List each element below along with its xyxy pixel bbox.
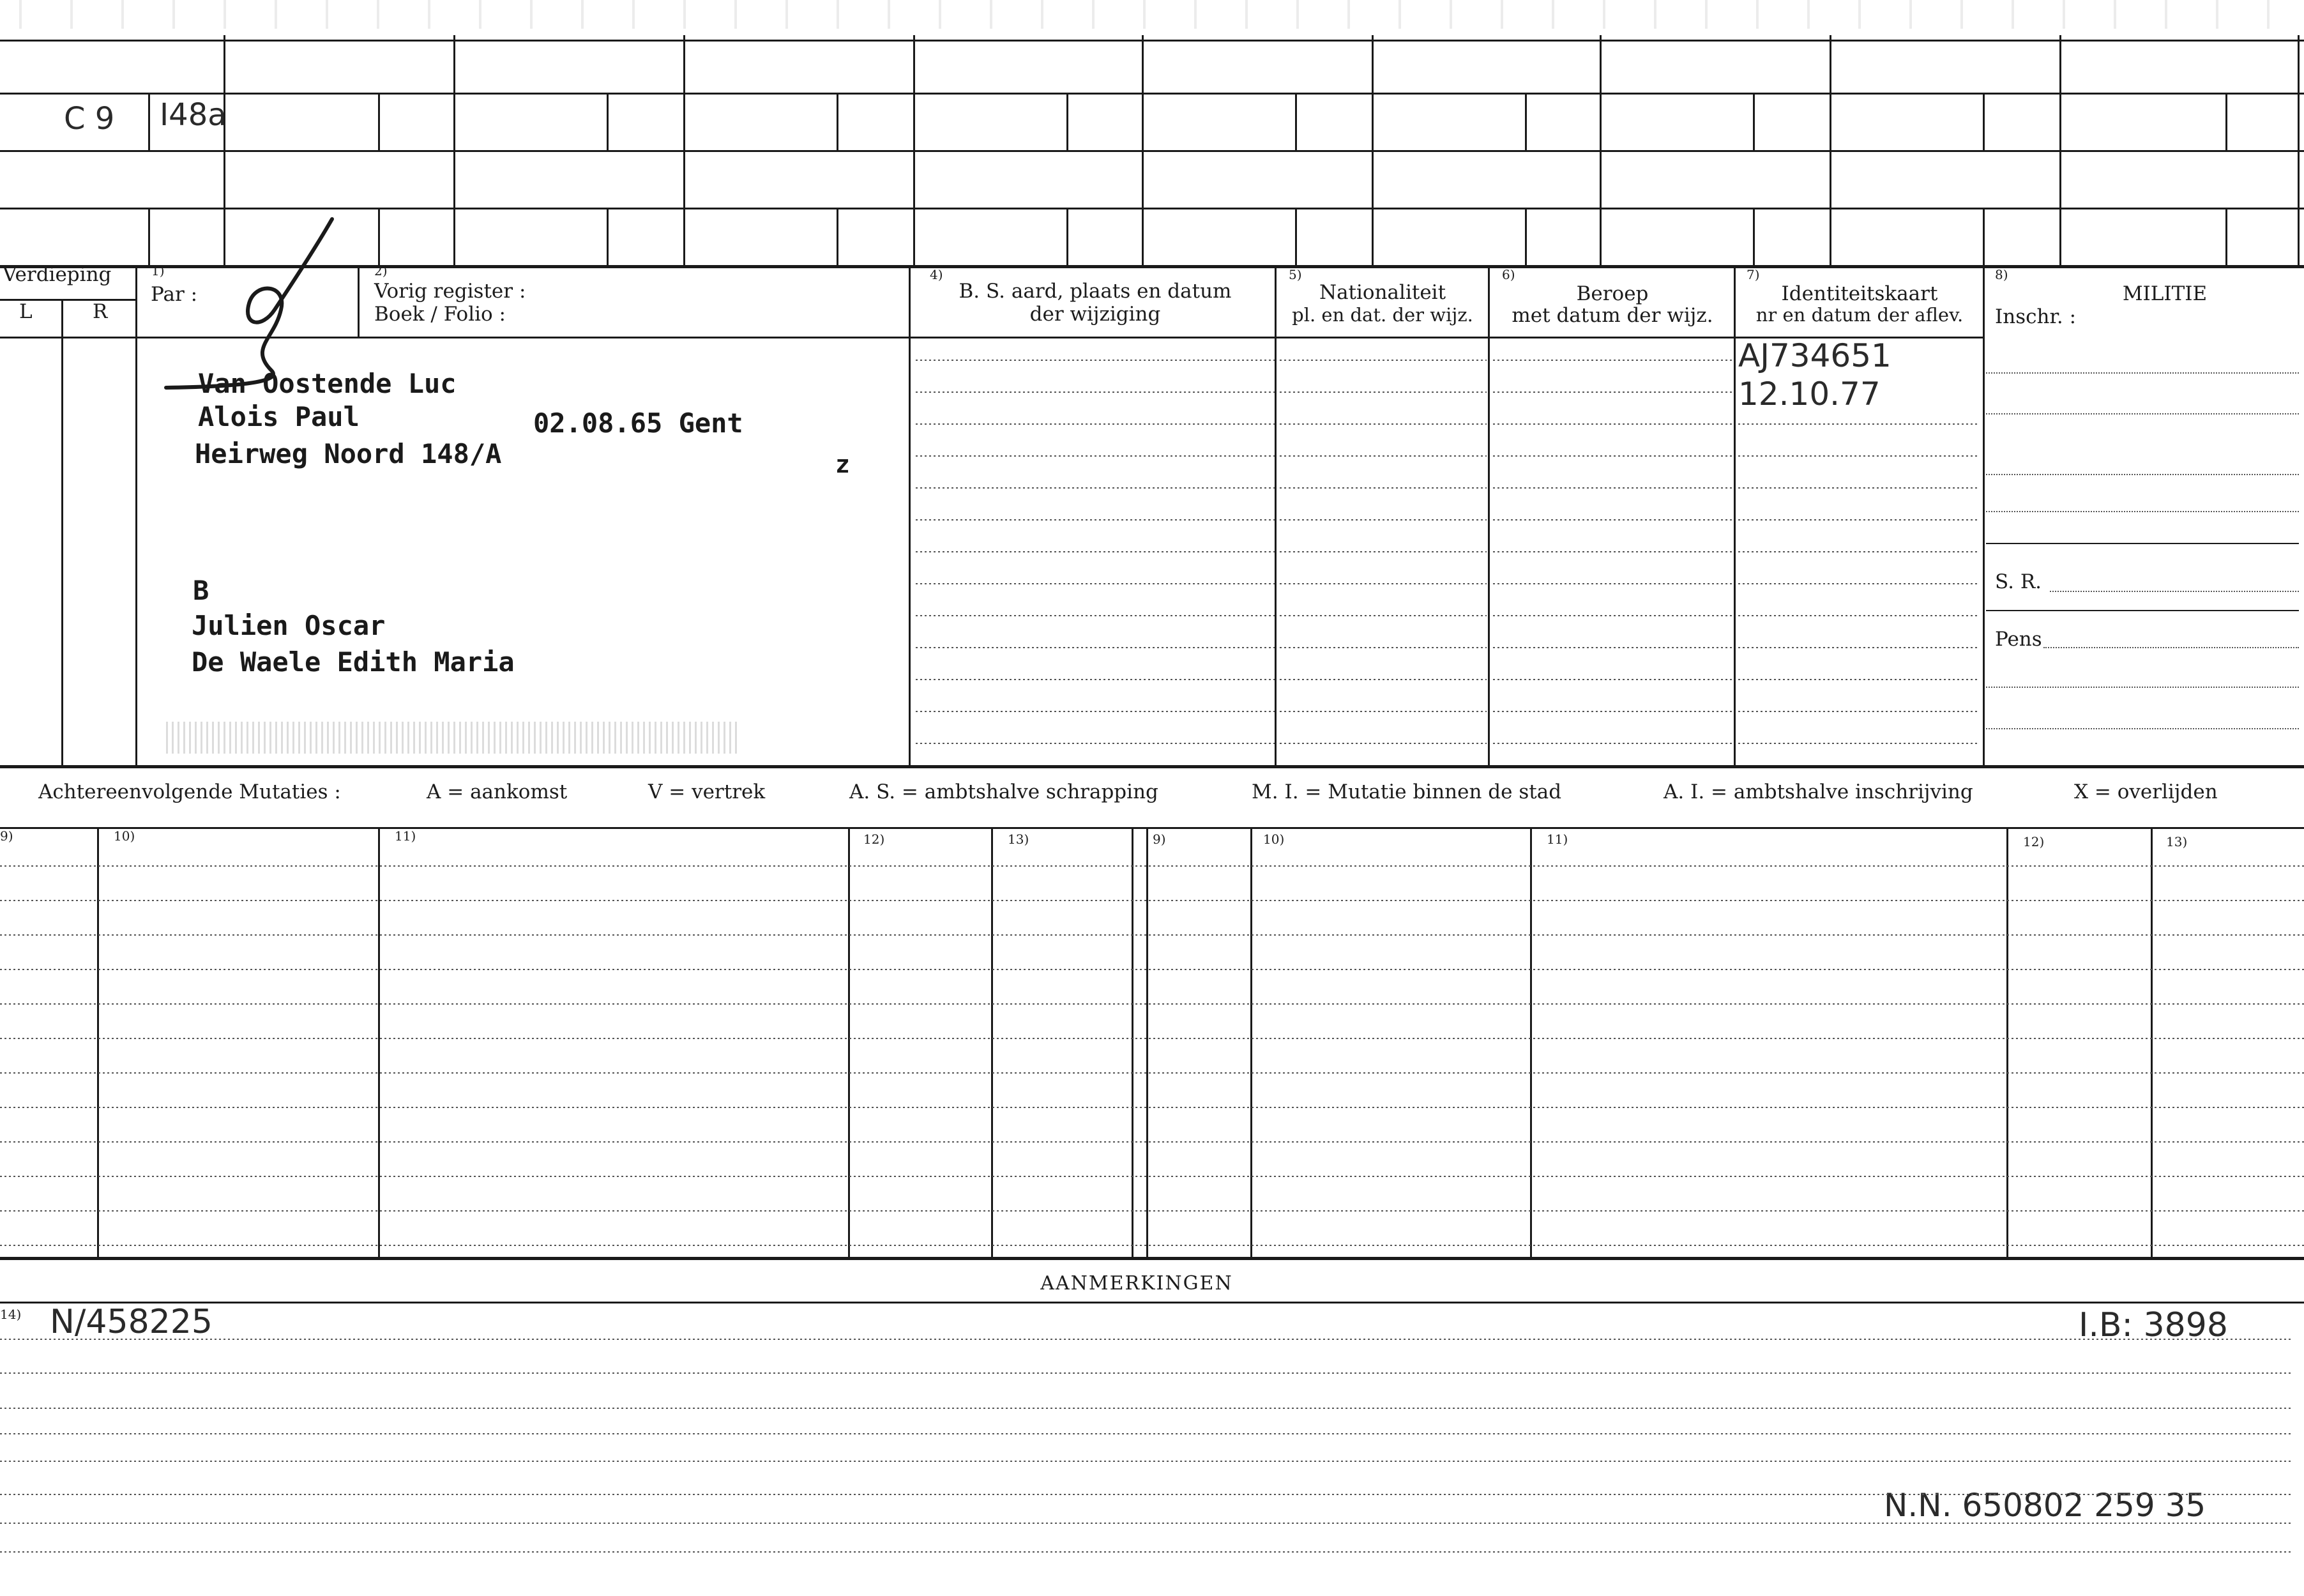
remarks-title: AANMERKINGEN: [1040, 1272, 1233, 1295]
remarks-ib: I.B: 3898: [2079, 1306, 2228, 1344]
id-line2: nr en datum der aflev.: [1755, 304, 1964, 326]
nat-line2: pl. en dat. der wijz.: [1292, 304, 1473, 326]
person-name-line1: Van Oostende Luc: [198, 368, 457, 399]
legend-x: X = overlijden: [2074, 780, 2218, 803]
parent-tag: B: [193, 575, 209, 606]
bs-line2: der wijziging: [1029, 303, 1161, 326]
scan-edge-noise: [0, 0, 2304, 29]
vorig-line2: Boek / Folio :: [374, 303, 506, 326]
mut-c12-right: 12): [2023, 834, 2045, 849]
mut-c12-left: 12): [863, 832, 885, 847]
mil-sr: S. R.: [1995, 570, 2042, 593]
col-r-label: R: [93, 300, 108, 323]
legend-ai: A. I. = ambtshalve inschrijving: [1664, 780, 1973, 803]
bs-line1: B. S. aard, plaats en datum: [959, 280, 1232, 303]
mut-c13-right: 13): [2166, 834, 2188, 849]
verdieping-label: Verdieping: [3, 263, 112, 286]
legend-as: A. S. = ambtshalve schrapping: [849, 780, 1158, 803]
remarks-num: 14): [0, 1307, 22, 1322]
top-number: I48a: [160, 97, 227, 133]
mut-c10-right: 10): [1263, 832, 1285, 847]
mut-c11-right: 11): [1547, 832, 1568, 847]
top-code: C 9: [64, 101, 115, 137]
mut-c13-left: 13): [1008, 832, 1029, 847]
col-l-label: L: [19, 300, 33, 323]
mut-c9-right: 9): [1153, 832, 1166, 847]
id-card-number: AJ734651: [1738, 337, 1891, 374]
person-birth: 02.08.65 Gent: [533, 407, 743, 439]
vorig-num: 2): [374, 263, 388, 278]
father-name: Julien Oscar: [192, 610, 386, 641]
remarks-ref: N/458225: [50, 1303, 213, 1341]
mil-title: MILITIE: [2122, 282, 2208, 305]
scan-smudge: [166, 722, 741, 754]
mut-c9-left: 9): [0, 828, 13, 844]
beroep-line1: Beroep: [1576, 282, 1649, 305]
mut-c10-left: 10): [114, 828, 135, 844]
legend-a: A = aankomst: [427, 780, 568, 803]
remarks-nn: N.N. 650802 259 35: [1884, 1487, 2206, 1524]
nat-num: 5): [1289, 267, 1302, 282]
nat-line1: Nationaliteit: [1319, 281, 1446, 304]
id-line1: Identiteitskaart: [1781, 282, 1938, 305]
id-card-date: 12.10.77: [1738, 376, 1881, 413]
beroep-line2: met datum der wijz.: [1512, 304, 1713, 327]
legend-mi: M. I. = Mutatie binnen de stad: [1252, 780, 1562, 803]
person-name-line2: Alois Paul: [198, 401, 360, 432]
person-marker: z: [835, 450, 850, 478]
par-label: Par :: [151, 283, 198, 306]
beroep-num: 6): [1502, 267, 1515, 282]
remarks-ruling: [0, 1303, 2304, 1596]
mother-name: De Waele Edith Maria: [192, 646, 515, 678]
mil-inschr: Inschr. :: [1995, 305, 2077, 328]
person-address: Heirweg Noord 148/A: [195, 438, 502, 469]
bs-num: 4): [930, 267, 943, 282]
legend-v: V = vertrek: [648, 780, 766, 803]
mutation-ruling: [0, 830, 2304, 1257]
vorig-line1: Vorig register :: [374, 280, 526, 303]
id-num: 7): [1747, 267, 1760, 282]
mil-pens: Pens: [1995, 628, 2042, 651]
legend-title: Achtereenvolgende Mutaties :: [38, 780, 341, 803]
par-num: 1): [151, 263, 165, 278]
mut-c11-left: 11): [395, 828, 416, 844]
mil-num: 8): [1995, 267, 2008, 282]
